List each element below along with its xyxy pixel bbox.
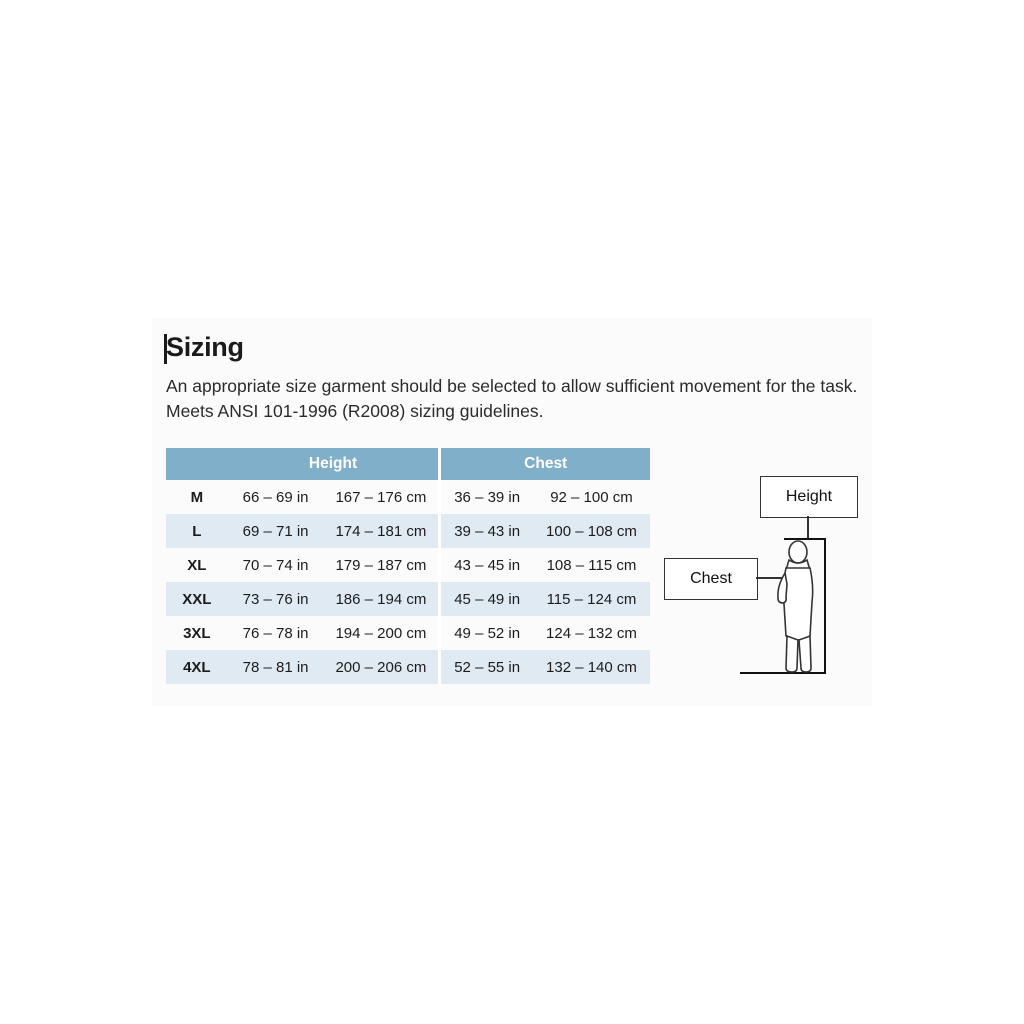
table-header xyxy=(166,448,650,480)
cell-size: 3XL xyxy=(183,624,211,642)
cell-size: 4XL xyxy=(166,650,228,684)
page-title: Sizing xyxy=(166,332,244,362)
cell-chest-in: 39 – 43 in xyxy=(440,514,533,548)
table-row xyxy=(166,480,650,514)
table-body xyxy=(166,480,650,684)
cell-height-cm: 174 – 181 cm xyxy=(323,514,439,548)
chest-callout-label: Chest xyxy=(690,570,732,587)
chest-callout xyxy=(664,558,758,600)
cell-height-cm: 179 – 187 cm xyxy=(335,556,427,574)
cell-chest-cm: 100 – 108 cm xyxy=(533,514,650,548)
header-height: Height xyxy=(228,448,440,480)
sizing-panel xyxy=(152,318,872,706)
cell-size: M xyxy=(190,488,204,506)
header-chest: Chest xyxy=(440,448,650,480)
table-row xyxy=(166,650,650,684)
person-figure-icon xyxy=(770,540,826,674)
height-callout-label: Height xyxy=(785,488,833,505)
intro-text: An appropriate size garment should be selected to allow sufficient movement for the task. Meets ANSI 101-1996 (R2008) sizing guidelines. xyxy=(166,376,858,421)
cell-chest-in: 36 – 39 in xyxy=(440,480,533,514)
cell-height-in: 73 – 76 in xyxy=(228,582,324,616)
cell-height-cm: 200 – 206 cm xyxy=(323,650,439,684)
cell-chest-cm: 108 – 115 cm xyxy=(546,556,637,574)
height-leader-line xyxy=(807,516,809,538)
cell-chest-in: 43 – 45 in xyxy=(440,548,533,582)
header-size-blank xyxy=(166,448,228,480)
cell-chest-in: 45 – 49 in xyxy=(440,582,533,616)
cell-chest-cm: 132 – 140 cm xyxy=(533,650,650,684)
table-row xyxy=(166,616,650,650)
cell-chest-cm: 115 – 124 cm xyxy=(533,582,650,616)
cell-chest-in: 49 – 52 in xyxy=(440,616,533,650)
cell-height-in: 76 – 78 in xyxy=(242,624,309,642)
cell-chest-cm: 92 – 100 cm xyxy=(550,488,633,506)
header-row xyxy=(166,448,650,480)
cell-height-in: 69 – 71 in xyxy=(228,514,324,548)
cell-chest-cm: 124 – 132 cm xyxy=(546,624,637,642)
cell-size: L xyxy=(166,514,228,548)
cell-height-cm: 167 – 176 cm xyxy=(335,488,427,506)
table-row xyxy=(166,548,650,582)
cell-chest-in: 52 – 55 in xyxy=(440,650,533,684)
cell-size: XL xyxy=(187,556,207,574)
cell-height-in: 66 – 69 in xyxy=(242,488,309,506)
table-row xyxy=(166,582,650,616)
cell-height-cm: 186 – 194 cm xyxy=(323,582,439,616)
height-callout xyxy=(760,476,858,518)
measurement-diagram xyxy=(652,458,872,673)
cell-size: XXL xyxy=(166,582,228,616)
table-row xyxy=(166,514,650,548)
cell-height-in: 70 – 74 in xyxy=(242,556,309,574)
cell-height-cm: 194 – 200 cm xyxy=(335,624,427,642)
sizing-table xyxy=(166,448,650,684)
cell-height-in: 78 – 81 in xyxy=(228,650,324,684)
